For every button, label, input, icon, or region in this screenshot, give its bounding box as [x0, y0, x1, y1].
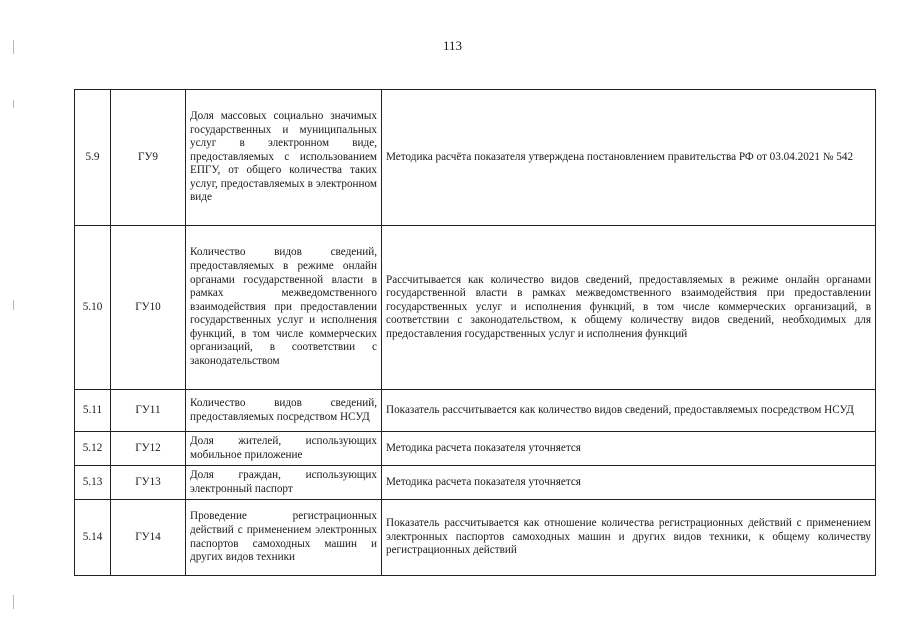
calculation-method: Показатель рассчитывается как количество видов сведений, предоставляемых посредством НСУД	[382, 390, 876, 432]
indicator-name: Доля граждан, использующих электронный паспорт	[186, 466, 382, 500]
table-row	[75, 500, 876, 576]
indicator-code: ГУ10	[111, 226, 186, 390]
indicator-code: ГУ12	[111, 432, 186, 466]
row-number: 5.13	[75, 466, 111, 500]
indicator-name: Доля жителей, использующих мобильное приложение	[186, 432, 382, 466]
indicator-code: ГУ13	[111, 466, 186, 500]
table-row	[75, 466, 876, 500]
table-row	[75, 226, 876, 390]
indicator-name: Доля массовых социально значимых государственных и муниципальных услуг в электронном виде, предоставляемых с использованием ЕПГУ, от общего количества таких услуг, предоставляемых в электронном виде	[186, 90, 382, 226]
margin-mark	[13, 100, 14, 108]
calculation-method: Методика расчета показателя уточняется	[382, 466, 876, 500]
indicator-name: Количество видов сведений, предоставляемых посредством НСУД	[186, 390, 382, 432]
margin-mark	[13, 300, 14, 310]
indicator-name: Количество видов сведений, предоставляемых в режиме онлайн органами государственной власти в рамках межведомственного взаимодействия при предоставлении государственных услуг и исполнения функций, в том числе коммерческих организаций, в соответствии с законодательством	[186, 226, 382, 390]
row-number: 5.10	[75, 226, 111, 390]
indicator-name: Проведение регистрационных действий с применением электронных паспортов самоходных машин и других видов техники	[186, 500, 382, 576]
table-row	[75, 432, 876, 466]
calculation-method: Методика расчёта показателя утверждена постановлением правительства РФ от 03.04.2021 № 542	[382, 90, 876, 226]
indicators-table	[74, 89, 876, 576]
page-number: 113	[442, 38, 463, 53]
indicator-code: ГУ11	[111, 390, 186, 432]
calculation-method: Показатель рассчитывается как отношение количества регистрационных действий с применением электронных паспортов самоходных машин и других видов техники, к общему количеству регистрационных действий	[382, 500, 876, 576]
row-number: 5.14	[75, 500, 111, 576]
calculation-method: Рассчитывается как количество видов сведений, предоставляемых в режиме онлайн органами государственной власти в рамках межведомственного взаимодействия при предоставлении государственных услуг и исполнения функций, в том числе коммерческих организаций, в соответствии с законодательством, к общему количеству видов сведений, необходимых для предоставления государственных услуг и исполнения функций	[382, 226, 876, 390]
calculation-method: Методика расчета показателя уточняется	[382, 432, 876, 466]
table-row	[75, 90, 876, 226]
indicator-code: ГУ9	[111, 90, 186, 226]
row-number: 5.9	[75, 90, 111, 226]
row-number: 5.11	[75, 390, 111, 432]
indicator-code: ГУ14	[111, 500, 186, 576]
table-row	[75, 390, 876, 432]
row-number: 5.12	[75, 432, 111, 466]
margin-mark	[13, 595, 14, 609]
margin-mark	[13, 40, 14, 54]
